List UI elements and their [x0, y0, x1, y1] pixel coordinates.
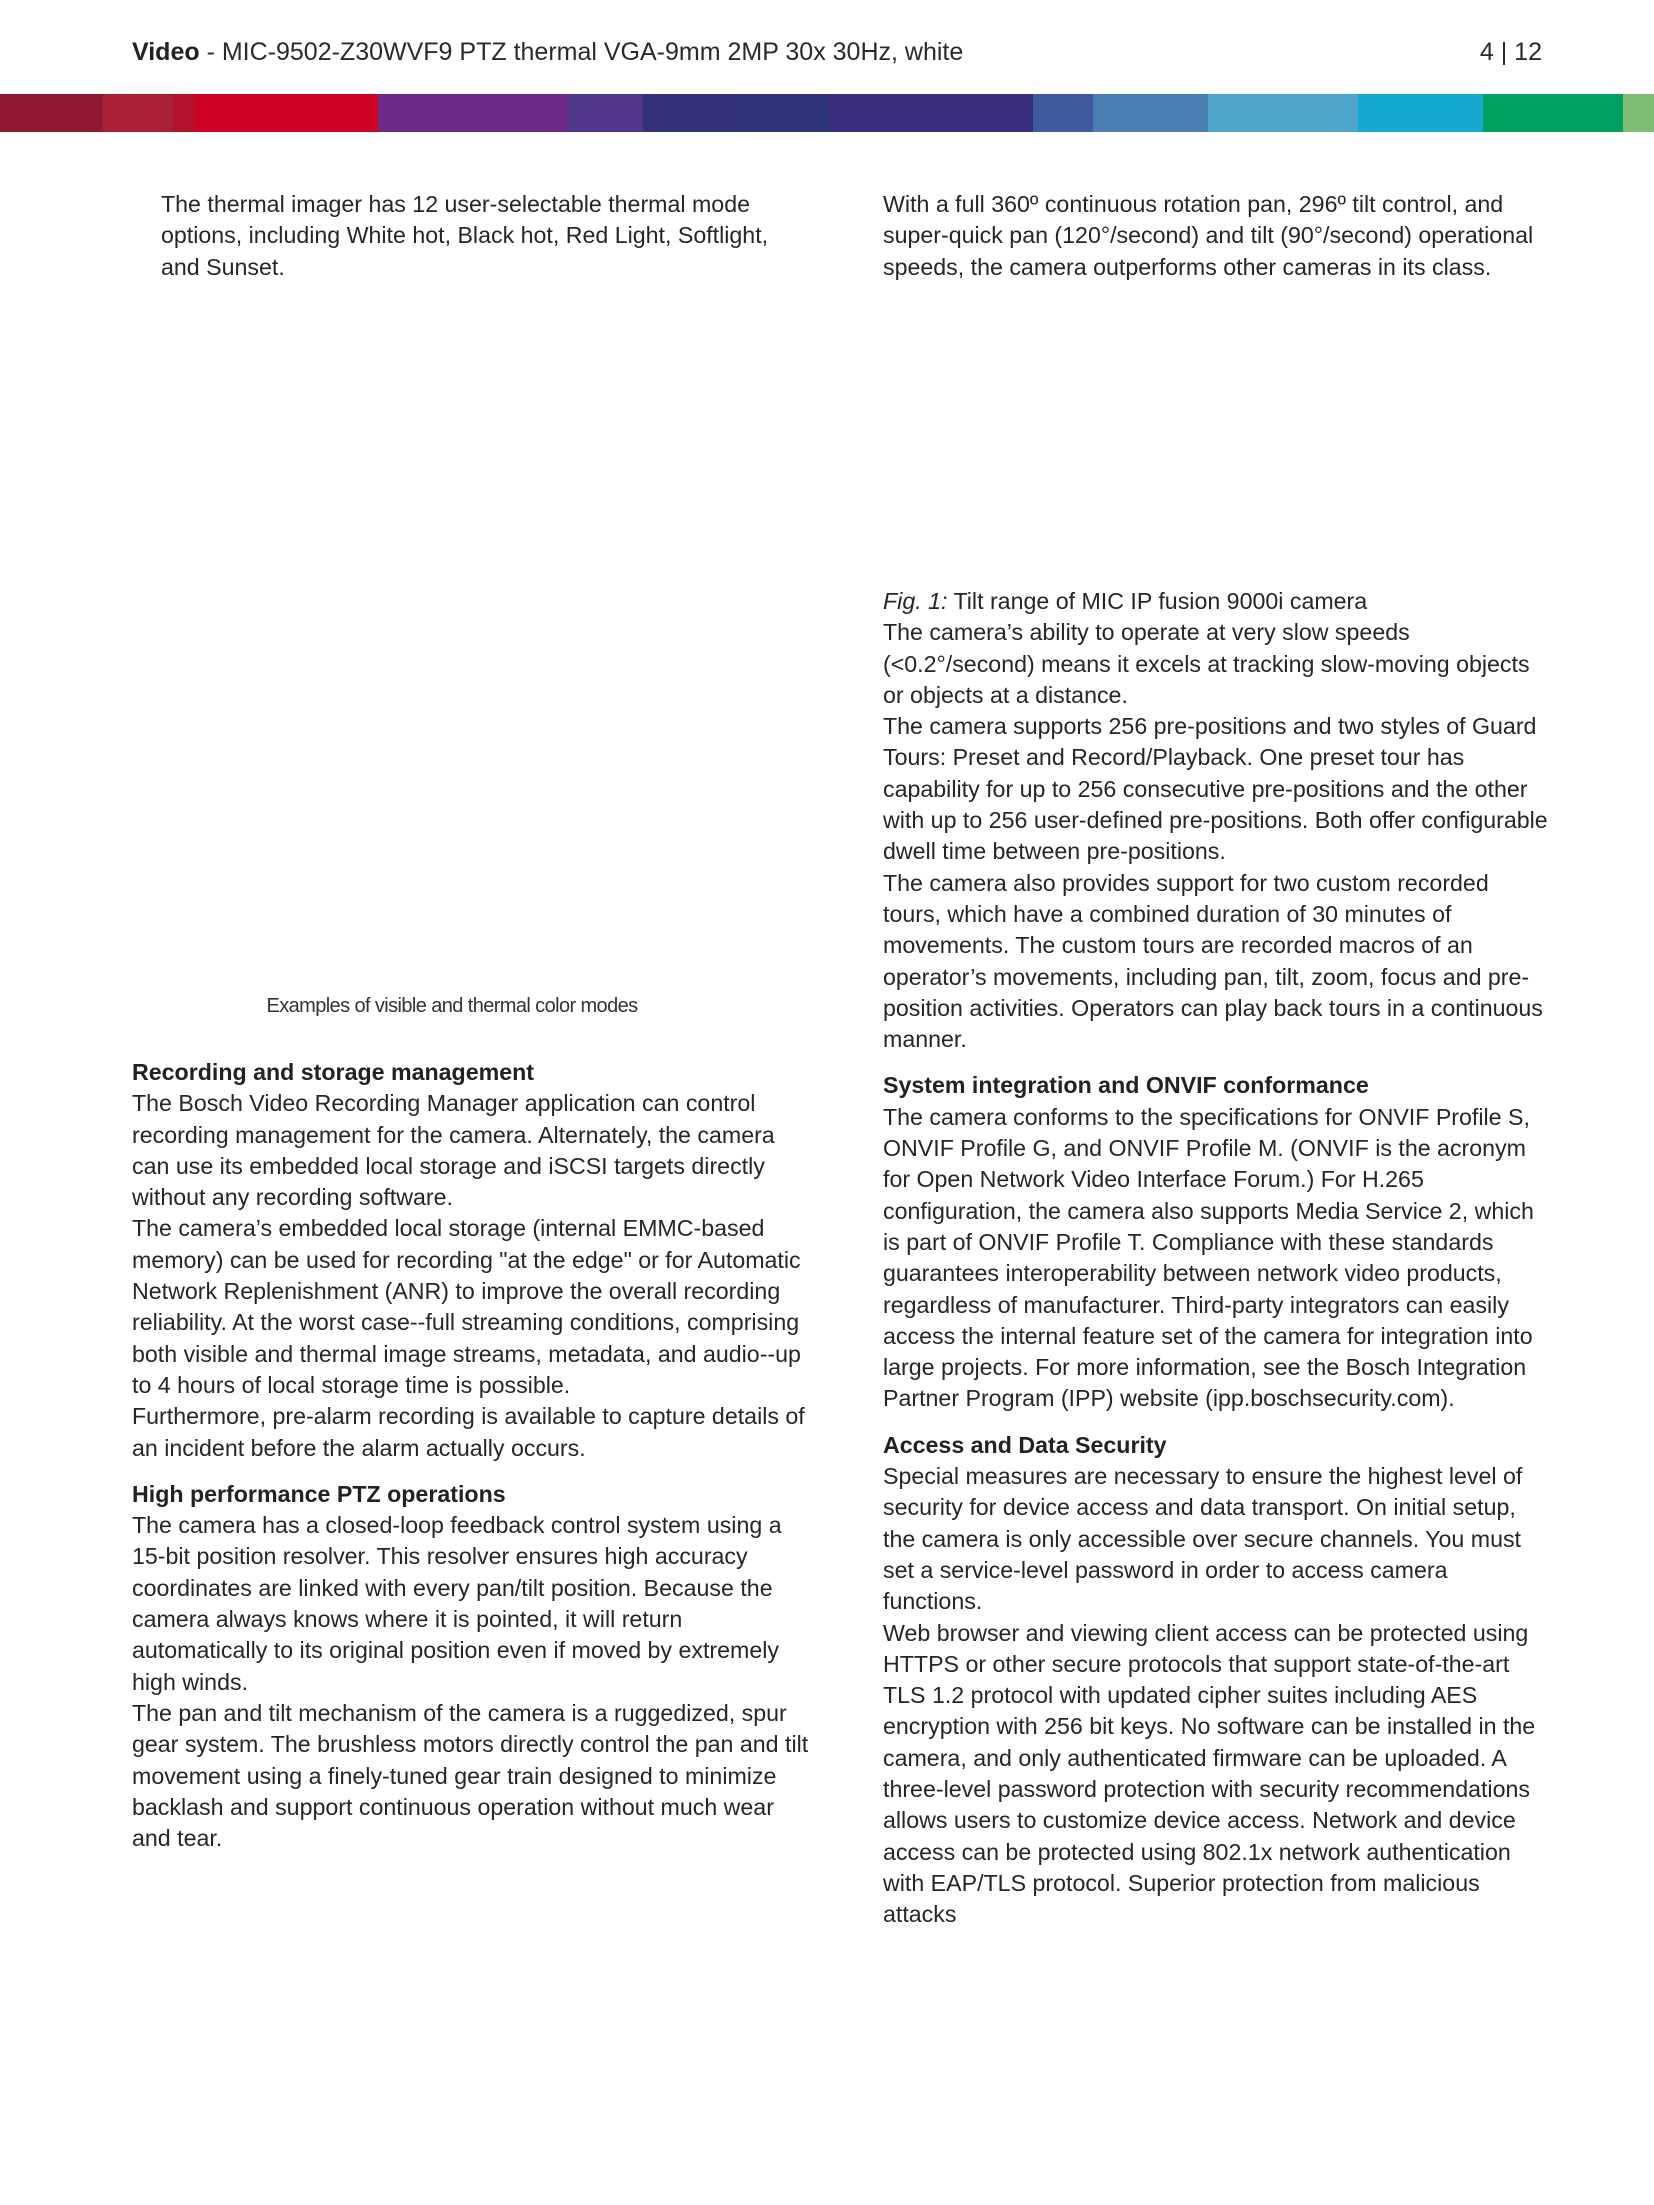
figure-caption-text: Tilt range of MIC IP fusion 9000i camera	[947, 588, 1368, 614]
color-band-segment	[1483, 94, 1623, 132]
section-ptz-operations	[132, 1479, 812, 1855]
section-heading: High performance PTZ operations	[132, 1480, 506, 1507]
paragraph-custom-tours: The camera also provides support for two custom recorded tours, which have a combined duration of 30 minutes of movements. The custom tours are recorded macros of an operator’s movements, including pan, tilt, zoom, focus and pre-position activities. Operators can play back tours in a continuous manner.	[883, 869, 1543, 1053]
decorative-color-band	[0, 94, 1654, 132]
paragraph-slow-speeds: The camera’s ability to operate at very slow speeds (<0.2°/second) means it excels at tracking slow-moving objects or objects at a distance.	[883, 619, 1530, 708]
section-paragraph: The camera has a closed-loop feedback control system using a 15-bit position resolver. This resolver ensures high accuracy coordinates are linked with every pan/tilt position. Because the camera always knows where it is pointed, it will return automatically to its original position even if moved by extremely high winds.	[132, 1512, 782, 1695]
section-heading: Access and Data Security	[883, 1431, 1167, 1458]
color-band-segment	[1093, 94, 1208, 132]
section-heading: Recording and storage management	[132, 1059, 534, 1085]
section-paragraph: Furthermore, pre-alarm recording is available to capture details of an incident before the alarm actually occurs.	[132, 1403, 805, 1461]
document-title	[132, 34, 963, 70]
color-band-segment	[643, 94, 733, 132]
color-band-segment	[733, 94, 828, 132]
section-paragraph: The camera conforms to the specifications for ONVIF Profile S, ONVIF Profile G, and ONVIF Profile M. (ONVIF is the acronym for Open Network Video Interface Forum.) For H.265 configuration, the camera also supports Media Service 2, which is part of ONVIF Profile T. Compliance with these standards guarantees interoperability between network video products, regardless of manufacturer. Third-party integrators can easily access the internal feature set of the camera for integration into large projects. For more information, see the Bosch Integration Partner Program (IPP) website (ipp.boschsecurity.com).	[883, 1103, 1534, 1412]
color-band-segment	[103, 94, 173, 132]
section-paragraph: Special measures are necessary to ensure the highest level of security for device access and data transport. On initial setup, the camera is only accessible over secure channels. You must set a service-level password in order to access camera functions.	[883, 1463, 1523, 1615]
color-band-segment	[1033, 94, 1093, 132]
color-band-segment	[1358, 94, 1483, 132]
color-band-segment	[173, 94, 195, 132]
tilt-range-figure-area	[883, 330, 1543, 580]
left-column-main	[132, 1057, 812, 1854]
paragraph-guard-tours: The camera supports 256 pre-positions and two styles of Guard Tours: Preset and Record/Playback. One preset tour has capability for up to 256 consecutive pre-positions and the other with up to 256 user-defined pre-positions. Both offer configurable dwell time between pre-positions.	[883, 713, 1548, 865]
pan-tilt-paragraph: With a full 360º continuous rotation pan, 296º tilt control, and super-quick pan (120°/second) and tilt (90°/second) operational speeds, the camera outperforms other cameras in its class.	[883, 191, 1534, 280]
section-paragraph: Web browser and viewing client access can be protected using HTTPS or other secure protocols that support state-of-the-art TLS 1.2 protocol with updated cipher suites including AES encryption with 256 bit keys. No software can be installed in the camera, and only authenticated firmware can be uploaded. A three-level password protection with security recommendations allows users to customize device access. Network and device access can be protected using 802.1x network authentication with EAP/TLS protocol. Superior protection from malicious attacks	[883, 1619, 1536, 1928]
figure-label: Fig. 1:	[883, 588, 948, 614]
page-number: 4 | 12	[1479, 38, 1542, 66]
thermal-modes-paragraph: The thermal imager has 12 user-selectable thermal mode options, including White hot, Black hot, Red Light, Softlight, and Sunset.	[161, 191, 769, 280]
color-band-segment	[195, 94, 378, 132]
color-band-segment	[828, 94, 1033, 132]
right-column-intro	[883, 189, 1543, 283]
section-onvif	[883, 1070, 1553, 1414]
product-name: MIC-9502-Z30WVF9 PTZ thermal VGA-9mm 2MP 30x 30Hz, white	[221, 38, 964, 66]
section-access-security	[883, 1430, 1553, 1931]
section-paragraph: The camera’s embedded local storage (internal EMMC-based memory) can be used for recording "at the edge" or for Automatic Network Replenishment (ANR) to improve the overall recording reliability. At the worst case--full streaming conditions, comprising both visible and thermal image streams, metadata, and audio--up to 4 hours of local storage time is possible.	[132, 1215, 801, 1398]
section-heading: System integration and ONVIF conformance	[883, 1072, 1369, 1099]
image-caption: Examples of visible and thermal color modes	[266, 995, 638, 1017]
section-spacer	[883, 1415, 1553, 1430]
color-modes-image-area	[132, 330, 822, 970]
color-band-segment	[1623, 94, 1654, 132]
right-column-main	[883, 586, 1553, 1930]
figure-caption	[883, 586, 1553, 617]
section-paragraph: The Bosch Video Recording Manager application can control recording management for the camera. Alternately, the camera can use its embedded local storage and iSCSI targets directly without any recording software.	[132, 1090, 775, 1211]
section-paragraph: The pan and tilt mechanism of the camera is a ruggedized, spur gear system. The brushless motors directly control the pan and tilt movement using a finely-tuned gear train designed to minimize backlash and support continuous operation without much wear and tear.	[132, 1699, 809, 1852]
page-header	[132, 34, 1542, 74]
section-spacer	[132, 1464, 812, 1479]
left-column-intro	[161, 189, 801, 283]
color-band-segment	[378, 94, 568, 132]
color-band-segment	[0, 94, 103, 132]
color-band-segment	[1208, 94, 1358, 132]
document-category: Video	[132, 38, 200, 66]
section-spacer	[883, 1055, 1553, 1070]
color-band-segment	[568, 94, 643, 132]
section-recording-storage	[132, 1057, 812, 1464]
title-separator: -	[199, 38, 222, 66]
